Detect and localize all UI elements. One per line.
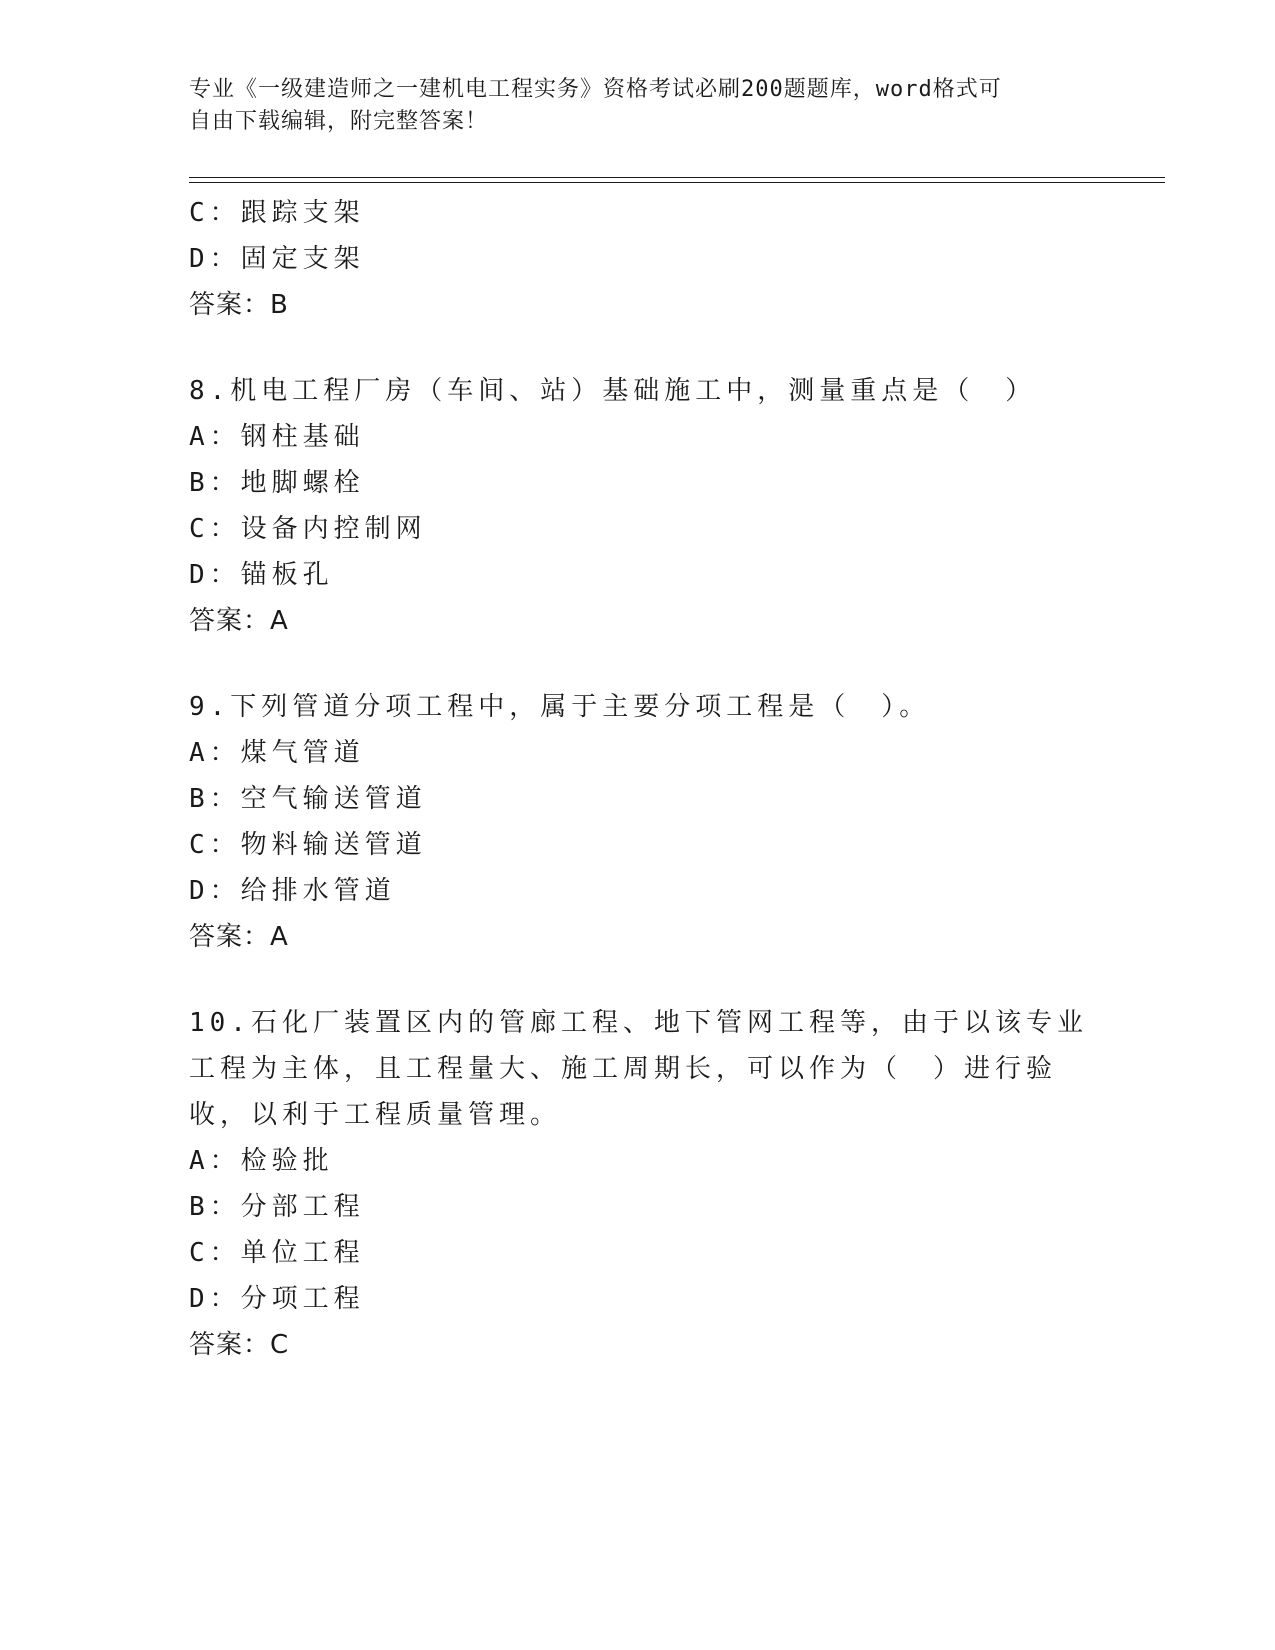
option-d: D：分项工程 [189, 1284, 365, 1314]
option-d: D：给排水管道 [189, 876, 396, 906]
option-a: A：煤气管道 [189, 738, 365, 768]
answer-line: 答案：C [189, 1330, 290, 1360]
option-a: A：钢柱基础 [189, 422, 365, 452]
answer-line: 答案：A [189, 606, 289, 636]
option-c: C：跟踪支架 [189, 198, 365, 228]
question-stem: 9.下列管道分项工程中，属于主要分项工程是（ ）。 [189, 692, 931, 722]
option-b: B：地脚螺栓 [189, 468, 365, 498]
question-9 [189, 684, 1089, 960]
option-c: C：物料输送管道 [189, 830, 427, 860]
header-divider-bottom [189, 182, 1165, 183]
question-stem: 10.石化厂装置区内的管廊工程、地下管网工程等，由于以该专业工程为主体，且工程量大、施工周期长，可以作为（ ）进行验收，以利于工程质量管理。 [189, 1008, 1088, 1130]
answer-line: 答案：A [189, 922, 289, 952]
answer-line: 答案：B [189, 290, 289, 320]
header-divider-top [189, 177, 1165, 178]
question-7-partial [189, 190, 1089, 328]
document-header: 专业《一级建造师之一建机电工程实务》资格考试必刷200题题库，word格式可 自由下载编辑，附完整答案！ [189, 77, 1002, 134]
question-stem: 8.机电工程厂房（车间、站）基础施工中，测量重点是（ ） [189, 376, 1037, 406]
option-c: C：设备内控制网 [189, 514, 427, 544]
option-d: D：锚板孔 [189, 560, 334, 590]
option-d: D：固定支架 [189, 244, 365, 274]
option-b: B：空气输送管道 [189, 784, 427, 814]
question-10 [189, 1000, 1089, 1368]
option-a: A：检验批 [189, 1146, 334, 1176]
option-b: B：分部工程 [189, 1192, 365, 1222]
option-c: C：单位工程 [189, 1238, 365, 1268]
question-content [189, 190, 1089, 1368]
question-8 [189, 368, 1089, 644]
